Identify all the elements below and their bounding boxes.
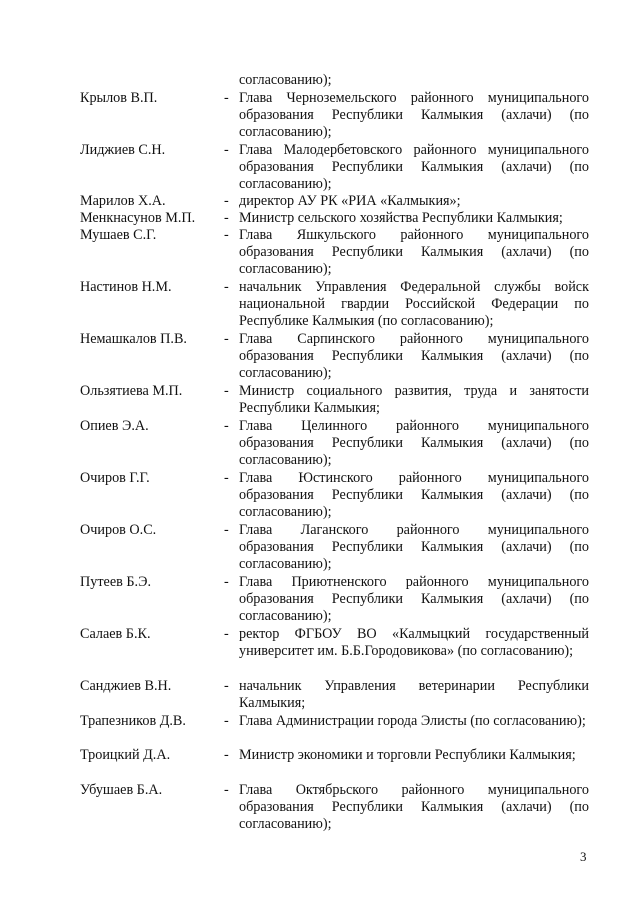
person-name: Настинов Н.М. (80, 279, 172, 295)
person-name: Мушаев С.Г. (80, 227, 157, 243)
position-description: начальник Управления Федеральной службы войск национальной гвардии Российской Федерации по Республике Калмыкия (по согласованию); (239, 279, 589, 330)
person-name: Троицкий Д.А. (80, 747, 171, 763)
person-name: Опиев Э.А. (80, 418, 149, 434)
dash: - (224, 279, 229, 295)
dash: - (224, 522, 229, 538)
person-name: Очиров О.С. (80, 522, 157, 538)
position-description: Министр экономики и торговли Республики Калмыкия; (239, 747, 576, 763)
continuation-text: согласованию); (239, 72, 332, 88)
dash: - (224, 782, 229, 798)
person-name: Трапезников Д.В. (80, 713, 186, 729)
person-name: Лиджиев С.Н. (80, 142, 166, 158)
position-description: директор АУ РК «РИА «Калмыкия»; (239, 193, 461, 209)
dash: - (224, 142, 229, 158)
position-description: начальник Управления ветеринарии Республики Калмыкия; (239, 678, 589, 712)
dash: - (224, 331, 229, 347)
person-name: Менкнасунов М.П. (80, 210, 196, 226)
person-name: Убушаев Б.А. (80, 782, 163, 798)
dash: - (224, 90, 229, 106)
position-description: Глава Сарпинского районного муниципального образования Республики Калмыкия (ахлачи) (по согласованию); (239, 331, 589, 382)
dash: - (224, 383, 229, 399)
dash: - (224, 470, 229, 486)
person-name: Немашкалов П.В. (80, 331, 187, 347)
position-description: Глава Целинного районного муниципального образования Республики Калмыкия (ахлачи) (по согласованию); (239, 418, 589, 469)
page-number: 3 (580, 849, 587, 864)
position-description: Министр сельского хозяйства Республики Калмыкия; (239, 210, 563, 226)
position-description: Глава Малодербетовского районного муниципального образования Республики Калмыкия (ахлачи) (по согласованию); (239, 142, 589, 193)
position-description: ректор ФГБОУ ВО «Калмыцкий государственный университет им. Б.Б.Городовикова» (по согласованию); (239, 626, 589, 660)
position-description: Глава Лаганского районного муниципального образования Республики Калмыкия (ахлачи) (по согласованию); (239, 522, 589, 573)
person-name: Марилов Х.А. (80, 193, 166, 209)
position-description: Глава Юстинского районного муниципального образования Республики Калмыкия (ахлачи) (по согласованию); (239, 470, 589, 521)
dash: - (224, 193, 229, 209)
dash: - (224, 210, 229, 226)
person-name: Путеев Б.Э. (80, 574, 151, 590)
dash: - (224, 227, 229, 243)
position-description: Глава Яшкульского районного муниципального образования Республики Калмыкия (ахлачи) (по согласованию); (239, 227, 589, 278)
person-name: Ользятиева М.П. (80, 383, 183, 399)
person-name: Очиров Г.Г. (80, 470, 150, 486)
dash: - (224, 626, 229, 642)
position-description: Глава Черноземельского районного муниципального образования Республики Калмыкия (ахлачи) (по согласованию); (239, 90, 589, 141)
position-description: Министр социального развития, труда и занятости Республики Калмыкия; (239, 383, 589, 417)
position-description: Глава Октябрьского районного муниципального образования Республики Калмыкия (ахлачи) (по согласованию); (239, 782, 589, 833)
position-description: Глава Администрации города Элисты (по согласованию); (239, 713, 586, 729)
person-name: Санджиев В.Н. (80, 678, 172, 694)
person-name: Салаев Б.К. (80, 626, 151, 642)
dash: - (224, 418, 229, 434)
dash: - (224, 713, 229, 729)
person-name: Крылов В.П. (80, 90, 158, 106)
dash: - (224, 574, 229, 590)
dash: - (224, 747, 229, 763)
position-description: Глава Приютненского районного муниципального образования Республики Калмыкия (ахлачи) (по согласованию); (239, 574, 589, 625)
dash: - (224, 678, 229, 694)
